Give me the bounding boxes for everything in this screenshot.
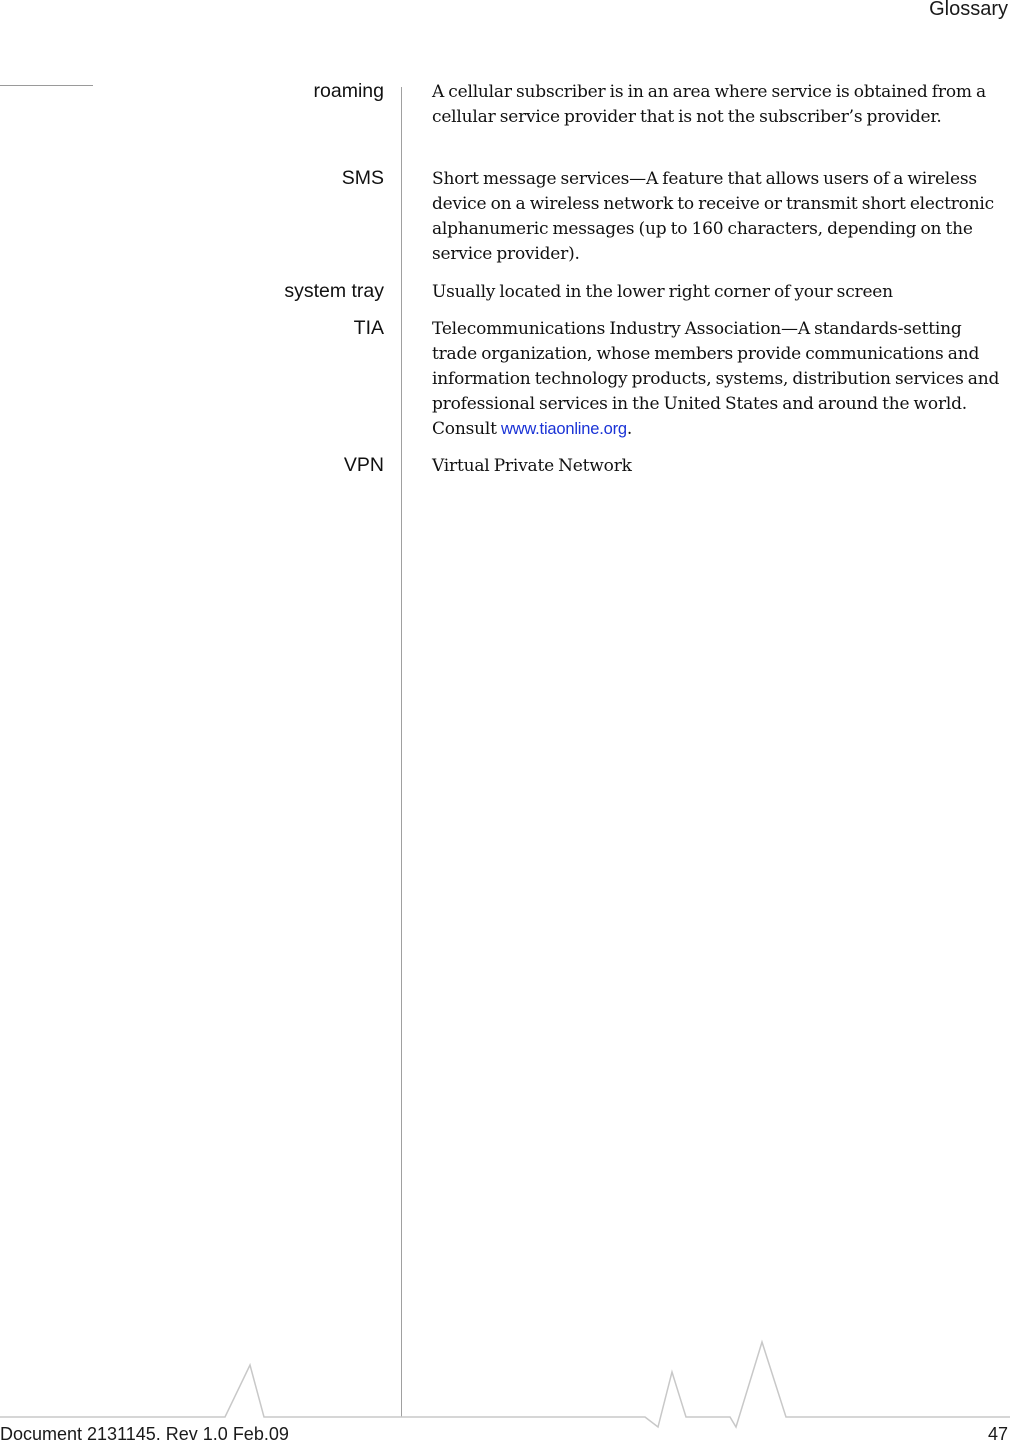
- page-number: 47: [987, 1424, 1008, 1444]
- glossary-definition: [432, 317, 1004, 442]
- tiaonline-link[interactable]: www.tiaonline.org: [500, 420, 627, 438]
- glossary-term: SMS: [341, 167, 384, 189]
- glossary-definition: A cellular subscriber is in an area where service is obtained from a cellular service provider that is not the subscriber’s provider.: [432, 82, 986, 127]
- glossary-term: roaming: [313, 80, 384, 102]
- glossary-term: TIA: [353, 317, 384, 339]
- glossary-term: system tray: [284, 280, 384, 302]
- glossary-term: VPN: [343, 454, 384, 476]
- glossary-definition: Short message services—A feature that allows users of a wireless device on a wireless network to receive or transmit short electronic alphanumeric messages (up to 160 characters, depending on the service provider).: [432, 169, 994, 264]
- definition-text: Telecommunications Industry Association—A standards-setting trade organization, whose members provide communications and information technology products, systems, distribution services and professional services in the United States and around the world. Consult: [432, 319, 1000, 439]
- footer-waveform-graphic: [0, 1330, 1010, 1430]
- page-header-title: Glossary: [929, 0, 1008, 20]
- footer-document-id: Document 2131145. Rev 1.0 Feb.09: [0, 1424, 289, 1444]
- column-divider: [401, 87, 402, 1417]
- definition-suffix: .: [626, 419, 633, 439]
- glossary-definition: Virtual Private Network: [432, 456, 632, 476]
- header-rule: [0, 85, 93, 86]
- glossary-definition: Usually located in the lower right corner of your screen: [432, 282, 893, 302]
